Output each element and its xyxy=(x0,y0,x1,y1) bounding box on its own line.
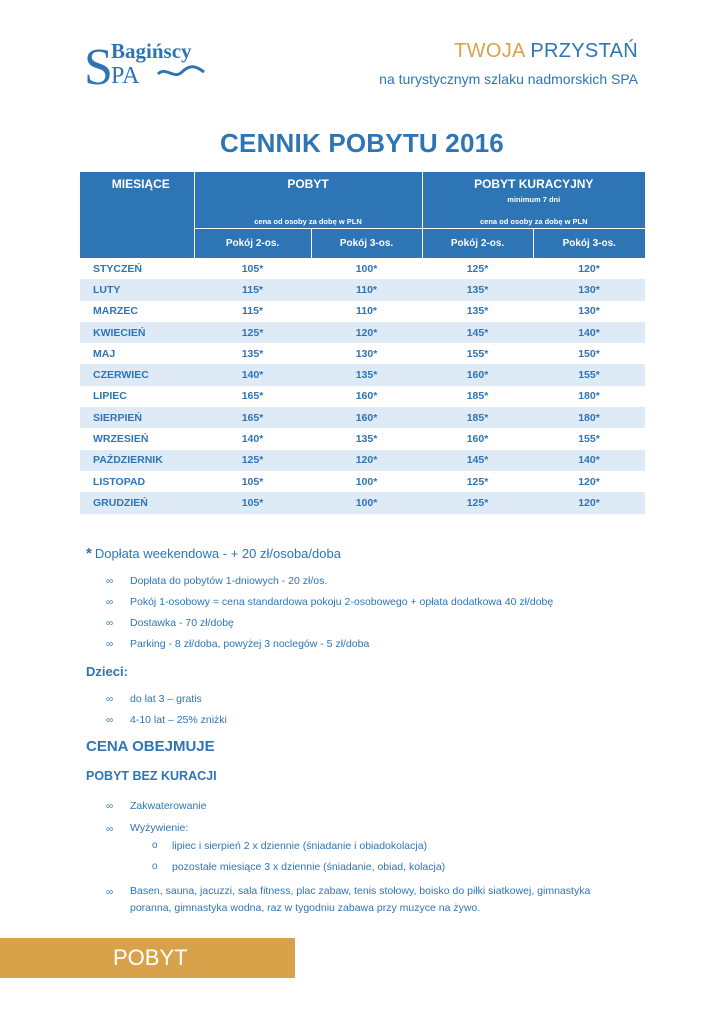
meals-sublist xyxy=(152,839,626,881)
price-table xyxy=(80,172,645,514)
logo-name: Bagińscy xyxy=(111,39,192,63)
infinity-bullet-icon: ∞ xyxy=(106,715,114,726)
weekend-surcharge-text: Dopłata weekendowa - + 20 zł/osoba/doba xyxy=(94,546,341,561)
price-cell-kuracyjny-2os: 185* xyxy=(422,386,533,407)
price-cell-kuracyjny-3os: 130* xyxy=(533,279,645,300)
table-row xyxy=(80,258,645,279)
price-cell-kuracyjny-3os: 180* xyxy=(533,407,645,428)
price-cell-kuracyjny-2os: 135* xyxy=(422,279,533,300)
page-title: CENNIK POBYTU 2016 xyxy=(220,128,504,158)
logo-pa: PA xyxy=(111,63,140,89)
list-item xyxy=(106,574,553,595)
price-cell-pobyt-2os: 125* xyxy=(194,450,311,471)
kids-list xyxy=(106,692,227,734)
header-kuracyjny-title: POBYT KURACYJNY xyxy=(474,177,594,191)
month-cell: MARZEC xyxy=(80,301,194,322)
list-item-text: Wyżywienie: xyxy=(130,822,189,834)
price-cell-pobyt-2os: 105* xyxy=(194,492,311,513)
price-cell-pobyt-3os: 135* xyxy=(311,428,422,449)
price-cell-pobyt-3os: 120* xyxy=(311,450,422,471)
table-row xyxy=(80,450,645,471)
list-item xyxy=(106,820,626,881)
price-cell-kuracyjny-2os: 135* xyxy=(422,301,533,322)
header-room3-kuracyjny: Pokój 3-os. xyxy=(533,228,645,258)
header-kuracyjny-subtitle: minimum 7 dni xyxy=(507,195,561,204)
header-months: MIESIĄCE xyxy=(80,172,194,258)
price-cell-kuracyjny-2os: 155* xyxy=(422,343,533,364)
header-pobyt xyxy=(194,172,422,208)
price-cell-kuracyjny-3os: 140* xyxy=(533,322,645,343)
price-cell-pobyt-3os: 160* xyxy=(311,407,422,428)
tagline-main xyxy=(379,40,638,63)
header-room3-pobyt: Pokój 3-os. xyxy=(311,228,422,258)
stay-without-treatment-heading: POBYT BEZ KURACJI xyxy=(86,769,217,783)
month-cell: PAŹDZIERNIK xyxy=(80,450,194,471)
infinity-bullet-icon: ∞ xyxy=(106,694,114,705)
price-cell-pobyt-3os: 100* xyxy=(311,492,422,513)
sub-list-item-text: lipiec i sierpień 2 x dziennie (śniadanie i obiadokolacja) xyxy=(172,840,428,852)
extra-charges-list xyxy=(106,574,553,658)
bagińscy-spa-logo xyxy=(84,36,214,92)
tagline-sub: na turystycznym szlaku nadmorskich SPA xyxy=(379,71,638,87)
price-cell-kuracyjny-3os: 155* xyxy=(533,364,645,385)
price-cell-kuracyjny-2os: 125* xyxy=(422,471,533,492)
price-cell-pobyt-2os: 140* xyxy=(194,364,311,385)
header-kuracyjny xyxy=(422,172,645,208)
includes-list xyxy=(106,799,626,917)
price-cell-pobyt-3os: 160* xyxy=(311,386,422,407)
price-cell-pobyt-2os: 165* xyxy=(194,386,311,407)
price-cell-pobyt-2os: 125* xyxy=(194,322,311,343)
price-cell-pobyt-2os: 115* xyxy=(194,279,311,300)
month-cell: LISTOPAD xyxy=(80,471,194,492)
price-cell-kuracyjny-3os: 130* xyxy=(533,301,645,322)
logo-graphic xyxy=(84,36,214,92)
list-item xyxy=(106,799,626,820)
price-cell-kuracyjny-2os: 185* xyxy=(422,407,533,428)
price-cell-kuracyjny-2os: 160* xyxy=(422,364,533,385)
price-cell-kuracyjny-2os: 160* xyxy=(422,428,533,449)
month-cell: LIPIEC xyxy=(80,386,194,407)
infinity-bullet-icon: ∞ xyxy=(106,887,114,898)
price-cell-pobyt-2os: 135* xyxy=(194,343,311,364)
list-item xyxy=(106,616,553,637)
list-item-text: Zakwaterowanie xyxy=(130,800,207,812)
price-cell-pobyt-2os: 115* xyxy=(194,301,311,322)
month-cell: KWIECIEŃ xyxy=(80,322,194,343)
price-cell-pobyt-3os: 135* xyxy=(311,364,422,385)
table-row xyxy=(80,471,645,492)
list-item-text: Pokój 1-osobowy = cena standardowa pokoju 2-osobowego + opłata dodatkowa 40 zł/dobę xyxy=(130,596,554,608)
price-cell-pobyt-2os: 105* xyxy=(194,258,311,279)
table-row xyxy=(80,386,645,407)
price-cell-kuracyjny-2os: 145* xyxy=(422,322,533,343)
price-cell-pobyt-3os: 100* xyxy=(311,471,422,492)
month-cell: SIERPIEŃ xyxy=(80,407,194,428)
weekend-surcharge-note xyxy=(86,545,341,562)
price-cell-pobyt-3os: 120* xyxy=(311,322,422,343)
section-band xyxy=(0,938,295,978)
list-item xyxy=(106,883,626,917)
list-item-text: Parking - 8 zł/doba, powyżej 3 noclegów - 5 zł/doba xyxy=(130,638,370,650)
circle-bullet-icon: o xyxy=(152,861,158,872)
infinity-bullet-icon: ∞ xyxy=(106,824,114,835)
tagline-rest: PRZYSTAŃ xyxy=(530,40,638,62)
price-cell-kuracyjny-2os: 125* xyxy=(422,492,533,513)
list-item-text: Dopłata do pobytów 1-dniowych - 20 zł/os. xyxy=(130,575,328,587)
table-row xyxy=(80,364,645,385)
month-cell: MAJ xyxy=(80,343,194,364)
tagline xyxy=(379,40,638,87)
list-item-text: 4-10 lat – 25% zniżki xyxy=(130,714,227,726)
sub-list-item-text: pozostałe miesiące 3 x dziennie (śniadanie, obiad, kolacja) xyxy=(172,861,446,873)
sub-list-item xyxy=(152,860,626,881)
list-item xyxy=(106,637,553,658)
price-cell-kuracyjny-3os: 150* xyxy=(533,343,645,364)
price-cell-kuracyjny-3os: 155* xyxy=(533,428,645,449)
price-cell-pobyt-3os: 110* xyxy=(311,279,422,300)
table-row xyxy=(80,301,645,322)
infinity-bullet-icon: ∞ xyxy=(106,639,114,650)
list-item-text: Dostawka - 70 zł/dobę xyxy=(130,617,234,629)
table-row xyxy=(80,407,645,428)
price-cell-kuracyjny-2os: 125* xyxy=(422,258,533,279)
month-cell: WRZESIEŃ xyxy=(80,428,194,449)
table-row xyxy=(80,343,645,364)
price-table-body xyxy=(80,258,645,514)
price-cell-pobyt-3os: 100* xyxy=(311,258,422,279)
month-cell: CZERWIEC xyxy=(80,364,194,385)
header-pobyt-title: POBYT xyxy=(287,177,329,191)
price-cell-kuracyjny-3os: 120* xyxy=(533,471,645,492)
price-cell-pobyt-2os: 165* xyxy=(194,407,311,428)
price-cell-pobyt-3os: 110* xyxy=(311,301,422,322)
logo-letter-s: S xyxy=(84,39,113,92)
price-cell-kuracyjny-3os: 140* xyxy=(533,450,645,471)
header-pobyt-note: cena od osoby za dobę w PLN xyxy=(194,208,422,228)
asterisk: * xyxy=(86,545,92,562)
list-item xyxy=(106,595,553,616)
month-cell: LUTY xyxy=(80,279,194,300)
logo-wave-icon xyxy=(158,67,204,75)
month-cell: STYCZEŃ xyxy=(80,258,194,279)
table-row xyxy=(80,279,645,300)
section-band-title: POBYT xyxy=(113,945,188,970)
table-row xyxy=(80,322,645,343)
price-cell-kuracyjny-3os: 180* xyxy=(533,386,645,407)
price-cell-kuracyjny-3os: 120* xyxy=(533,492,645,513)
price-cell-kuracyjny-3os: 120* xyxy=(533,258,645,279)
infinity-bullet-icon: ∞ xyxy=(106,618,114,629)
sub-list-item xyxy=(152,839,626,860)
circle-bullet-icon: o xyxy=(152,840,158,851)
infinity-bullet-icon: ∞ xyxy=(106,576,114,587)
price-cell-pobyt-2os: 140* xyxy=(194,428,311,449)
price-cell-pobyt-3os: 130* xyxy=(311,343,422,364)
header-room2-kuracyjny: Pokój 2-os. xyxy=(422,228,533,258)
header-kuracyjny-note: cena od osoby za dobę w PLN xyxy=(422,208,645,228)
list-item-text: Basen, sauna, jacuzzi, sala fitness, plac zabaw, tenis stołowy, boisko do piłki siatkowej, gimnastyka poranna, gimnastyka wodna, raz w tygodniu zabawa przy muzyce na żywo. xyxy=(130,885,591,914)
list-item xyxy=(106,713,227,734)
price-includes-heading: CENA OBEJMUJE xyxy=(86,738,215,755)
table-row xyxy=(80,492,645,513)
table-row xyxy=(80,428,645,449)
header-room2-pobyt: Pokój 2-os. xyxy=(194,228,311,258)
price-cell-kuracyjny-2os: 145* xyxy=(422,450,533,471)
month-cell: GRUDZIEŃ xyxy=(80,492,194,513)
tagline-accent: TWOJA xyxy=(454,40,525,62)
kids-heading: Dzieci: xyxy=(86,664,128,679)
price-cell-pobyt-2os: 105* xyxy=(194,471,311,492)
infinity-bullet-icon: ∞ xyxy=(106,801,114,812)
list-item xyxy=(106,692,227,713)
infinity-bullet-icon: ∞ xyxy=(106,597,114,608)
list-item-text: do lat 3 – gratis xyxy=(130,693,202,705)
